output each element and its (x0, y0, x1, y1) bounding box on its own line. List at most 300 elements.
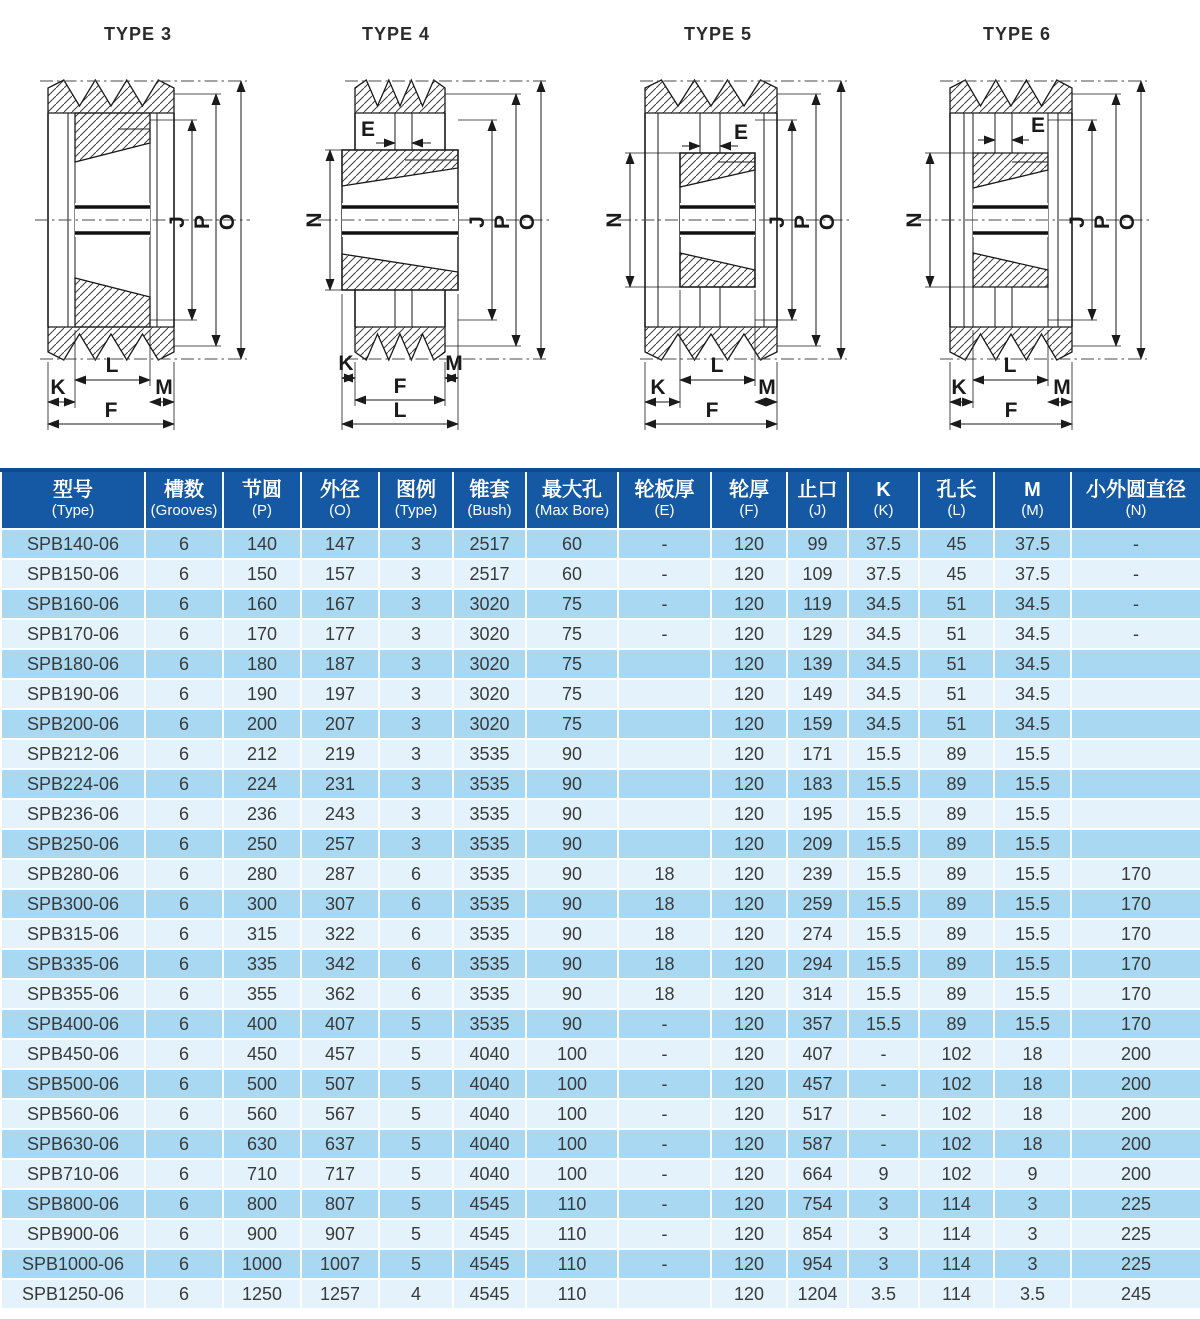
table-cell: 177 (301, 619, 379, 649)
table-cell: 102 (919, 1039, 994, 1069)
pulley-cross-section-type6 (900, 0, 1200, 462)
table-cell: 147 (301, 529, 379, 559)
table-cell: 90 (526, 859, 618, 889)
column-header (526, 470, 618, 529)
diagram-type-5 (600, 0, 900, 462)
table-cell: 6 (145, 1129, 223, 1159)
table-cell: 3 (379, 769, 453, 799)
table-row (1, 829, 1200, 859)
table-row (1, 1159, 1200, 1189)
table-cell: 2517 (453, 559, 526, 589)
table-cell: 129 (787, 619, 848, 649)
table-cell: 109 (787, 559, 848, 589)
table-cell: 75 (526, 709, 618, 739)
table-cell: 170 (1071, 979, 1200, 1009)
table-cell: 45 (919, 529, 994, 559)
table-cell: 287 (301, 859, 379, 889)
table-cell: 6 (145, 1249, 223, 1279)
table-cell: 315 (223, 919, 301, 949)
table-cell: - (618, 1159, 711, 1189)
table-cell (618, 709, 711, 739)
table-cell: 3 (379, 799, 453, 829)
table-cell: 18 (994, 1069, 1071, 1099)
table-row (1, 799, 1200, 829)
column-header (919, 470, 994, 529)
table-cell: 754 (787, 1189, 848, 1219)
dim-label-E: E (733, 121, 749, 144)
table-cell: 120 (711, 1009, 787, 1039)
column-header-en: (J) (808, 502, 827, 519)
table-cell: 89 (919, 949, 994, 979)
table-cell: 219 (301, 739, 379, 769)
table-cell: 257 (301, 829, 379, 859)
table-cell: 120 (711, 1039, 787, 1069)
table-cell: 18 (618, 859, 711, 889)
table-cell: 294 (787, 949, 848, 979)
table-cell: 224 (223, 769, 301, 799)
table-cell: 89 (919, 769, 994, 799)
column-header-en: (O) (329, 502, 351, 519)
table-row (1, 709, 1200, 739)
table-cell: 190 (223, 679, 301, 709)
table-cell: 170 (1071, 1009, 1200, 1039)
column-header-zh: 型号 (53, 479, 93, 501)
table-row (1, 1129, 1200, 1159)
table-cell: 120 (711, 919, 787, 949)
table-cell: 1007 (301, 1249, 379, 1279)
table-cell: 807 (301, 1189, 379, 1219)
table-cell: 200 (1071, 1069, 1200, 1099)
table-cell: 5 (379, 1099, 453, 1129)
dim-label-K: K (338, 352, 354, 375)
table-cell (618, 769, 711, 799)
table-cell: 15.5 (848, 829, 919, 859)
table-cell: 4040 (453, 1069, 526, 1099)
dim-label-J: J (1066, 216, 1089, 228)
table-cell: SPB710-06 (1, 1159, 145, 1189)
table-cell: 4545 (453, 1219, 526, 1249)
table-cell: 15.5 (848, 739, 919, 769)
table-cell: 120 (711, 1219, 787, 1249)
table-cell: 15.5 (994, 889, 1071, 919)
table-cell: 15.5 (848, 889, 919, 919)
table-cell: 120 (711, 949, 787, 979)
diagram-type-4 (300, 0, 600, 462)
table-cell: 90 (526, 919, 618, 949)
table-cell (618, 739, 711, 769)
table-cell: 3 (994, 1189, 1071, 1219)
table-cell: 75 (526, 649, 618, 679)
column-header (848, 470, 919, 529)
table-cell: 90 (526, 739, 618, 769)
table-cell: 89 (919, 1009, 994, 1039)
table-cell: SPB140-06 (1, 529, 145, 559)
column-header-zh: 节圆 (242, 479, 282, 501)
column-header (453, 470, 526, 529)
table-cell: 6 (145, 979, 223, 1009)
table-cell: 3535 (453, 769, 526, 799)
table-cell: 180 (223, 649, 301, 679)
table-cell: 3 (379, 589, 453, 619)
table-cell: 18 (994, 1129, 1071, 1159)
table-cell: SPB170-06 (1, 619, 145, 649)
table-cell: 18 (618, 919, 711, 949)
table-cell: SPB212-06 (1, 739, 145, 769)
table-cell: 114 (919, 1249, 994, 1279)
table-cell: SPB450-06 (1, 1039, 145, 1069)
table-cell (1071, 739, 1200, 769)
table-cell: 630 (223, 1129, 301, 1159)
table-cell: 120 (711, 559, 787, 589)
column-header (618, 470, 711, 529)
table-cell: 110 (526, 1189, 618, 1219)
diagram-title: TYPE 6 (982, 24, 1052, 44)
table-cell: 15.5 (994, 799, 1071, 829)
table-cell: SPB560-06 (1, 1099, 145, 1129)
table-cell: 3 (379, 649, 453, 679)
table-cell: 100 (526, 1069, 618, 1099)
table-cell: 3 (848, 1219, 919, 1249)
table-cell: 45 (919, 559, 994, 589)
table-cell: 6 (145, 919, 223, 949)
dim-label-K: K (50, 376, 66, 399)
table-cell: 6 (145, 1279, 223, 1309)
table-cell: 3 (994, 1249, 1071, 1279)
table-cell: 6 (145, 949, 223, 979)
table-cell: 89 (919, 889, 994, 919)
dim-label-L: L (710, 354, 724, 377)
table-cell: 120 (711, 829, 787, 859)
table-cell: 119 (787, 589, 848, 619)
table-cell: - (1071, 589, 1200, 619)
table-cell: 3020 (453, 649, 526, 679)
dim-label-M: M (445, 352, 463, 375)
table-cell: 1000 (223, 1249, 301, 1279)
table-cell: 507 (301, 1069, 379, 1099)
table-cell: 15.5 (994, 1009, 1071, 1039)
table-cell: SPB500-06 (1, 1069, 145, 1099)
table-cell: 120 (711, 1189, 787, 1219)
table-cell: 212 (223, 739, 301, 769)
table-cell: 200 (1071, 1129, 1200, 1159)
table-cell: 259 (787, 889, 848, 919)
column-header (223, 470, 301, 529)
table-cell: 120 (711, 649, 787, 679)
table-cell: 120 (711, 1159, 787, 1189)
table-cell: 3535 (453, 979, 526, 1009)
table-cell: 225 (1071, 1249, 1200, 1279)
column-header-en: (K) (873, 502, 894, 519)
table-cell: - (618, 619, 711, 649)
table-cell: 6 (145, 619, 223, 649)
table-cell: - (1071, 529, 1200, 559)
table-cell: 9 (848, 1159, 919, 1189)
table-cell: 6 (145, 679, 223, 709)
table-cell: 274 (787, 919, 848, 949)
table-cell: 120 (711, 979, 787, 1009)
dim-label-E: E (1030, 114, 1046, 137)
table-cell: 362 (301, 979, 379, 1009)
table-cell: 6 (379, 979, 453, 1009)
table-cell: 225 (1071, 1189, 1200, 1219)
table-cell: 5 (379, 1249, 453, 1279)
table-cell: 6 (145, 1099, 223, 1129)
table-cell: 15.5 (848, 979, 919, 1009)
column-header-zh: 槽数 (164, 479, 204, 501)
dim-label-F: F (705, 399, 719, 422)
table-row (1, 1039, 1200, 1069)
table-cell: 4040 (453, 1039, 526, 1069)
table-row (1, 769, 1200, 799)
table-cell: 15.5 (994, 829, 1071, 859)
table-cell (1071, 829, 1200, 859)
dim-label-M: M (1053, 376, 1071, 399)
table-row (1, 1099, 1200, 1129)
table-cell: - (618, 589, 711, 619)
dim-label-J: J (766, 216, 789, 228)
table-cell: 3 (379, 709, 453, 739)
table-cell: 120 (711, 859, 787, 889)
table-cell: 400 (223, 1009, 301, 1039)
table-cell: 15.5 (994, 859, 1071, 889)
column-header (1071, 470, 1200, 529)
table-cell: 90 (526, 949, 618, 979)
column-header (145, 470, 223, 529)
column-header-en: (Bush) (467, 502, 512, 519)
table-cell: 407 (787, 1039, 848, 1069)
table-cell: 3 (379, 679, 453, 709)
table-cell: 120 (711, 1279, 787, 1309)
table-cell: 110 (526, 1249, 618, 1279)
table-cell: SPB1000-06 (1, 1249, 145, 1279)
diagram-title: TYPE 5 (683, 24, 753, 44)
table-row (1, 979, 1200, 1009)
table-cell: 4545 (453, 1189, 526, 1219)
table-cell: 6 (145, 1069, 223, 1099)
table-cell: 120 (711, 1099, 787, 1129)
table-cell: SPB280-06 (1, 859, 145, 889)
table-cell: 314 (787, 979, 848, 1009)
table-cell: SPB160-06 (1, 589, 145, 619)
table-cell: 231 (301, 769, 379, 799)
table-cell: 300 (223, 889, 301, 919)
dim-label-F: F (393, 375, 407, 398)
dim-label-P: P (491, 214, 514, 230)
table-row (1, 1219, 1200, 1249)
table-cell: 120 (711, 589, 787, 619)
table-cell: SPB315-06 (1, 919, 145, 949)
table-cell: 18 (618, 889, 711, 919)
table-cell: 89 (919, 799, 994, 829)
table-cell: 236 (223, 799, 301, 829)
table-cell (1071, 799, 1200, 829)
column-header (379, 470, 453, 529)
table-row (1, 919, 1200, 949)
dim-label-L: L (105, 354, 119, 377)
table-cell: 34.5 (848, 679, 919, 709)
table-cell: 15.5 (848, 1009, 919, 1039)
table-cell: 102 (919, 1099, 994, 1129)
table-cell: 3535 (453, 949, 526, 979)
table-cell: - (618, 1009, 711, 1039)
table-cell: 322 (301, 919, 379, 949)
table-cell: SPB630-06 (1, 1129, 145, 1159)
dim-label-O: O (516, 213, 539, 231)
table-cell (618, 799, 711, 829)
table-cell (1071, 649, 1200, 679)
table-cell: 157 (301, 559, 379, 589)
column-header (1, 470, 145, 529)
table-cell: 90 (526, 979, 618, 1009)
table-cell: 1204 (787, 1279, 848, 1309)
table-cell (1071, 679, 1200, 709)
table-cell: 3 (848, 1189, 919, 1219)
pulley-cross-section-type5 (600, 0, 900, 462)
table-cell: 15.5 (848, 859, 919, 889)
table-cell: 3 (379, 739, 453, 769)
table-cell: 89 (919, 919, 994, 949)
table-cell: 99 (787, 529, 848, 559)
table-cell: 102 (919, 1129, 994, 1159)
table-cell: 60 (526, 529, 618, 559)
table-cell: 3 (379, 619, 453, 649)
diagram-title: TYPE 4 (361, 24, 431, 44)
table-cell: 587 (787, 1129, 848, 1159)
table-cell: 51 (919, 619, 994, 649)
table-cell: 51 (919, 589, 994, 619)
table-cell: 3535 (453, 919, 526, 949)
table-cell: 51 (919, 649, 994, 679)
table-cell: 170 (1071, 919, 1200, 949)
table-cell: 3535 (453, 829, 526, 859)
table-cell: 3535 (453, 859, 526, 889)
table-cell: 3 (379, 829, 453, 859)
table-row (1, 739, 1200, 769)
table-cell: - (848, 1129, 919, 1159)
table-cell: 1257 (301, 1279, 379, 1309)
dim-label-O: O (1116, 213, 1139, 231)
table-cell: - (1071, 619, 1200, 649)
table-cell: 34.5 (848, 619, 919, 649)
table-cell: 170 (1071, 889, 1200, 919)
table-cell: 114 (919, 1189, 994, 1219)
table-cell: 6 (145, 859, 223, 889)
table-cell: 34.5 (994, 679, 1071, 709)
table-cell: 90 (526, 1009, 618, 1039)
table-cell: 717 (301, 1159, 379, 1189)
table-cell: - (618, 1189, 711, 1219)
table-cell: 183 (787, 769, 848, 799)
table-cell: SPB300-06 (1, 889, 145, 919)
table-cell: 89 (919, 859, 994, 889)
table-cell: 120 (711, 1249, 787, 1279)
table-cell: 120 (711, 769, 787, 799)
table-cell: 90 (526, 889, 618, 919)
dim-label-K: K (650, 376, 666, 399)
table-cell: 120 (711, 1129, 787, 1159)
table-cell: - (618, 529, 711, 559)
table-cell: 170 (1071, 859, 1200, 889)
table-cell: 5 (379, 1009, 453, 1039)
table-cell: 89 (919, 829, 994, 859)
table-cell: 90 (526, 769, 618, 799)
table-cell: SPB190-06 (1, 679, 145, 709)
table-cell: 907 (301, 1219, 379, 1249)
column-header-en: (Type) (394, 502, 438, 519)
table-cell: 18 (994, 1039, 1071, 1069)
table-cell: 120 (711, 889, 787, 919)
table-cell: 6 (145, 1009, 223, 1039)
table-cell: 450 (223, 1039, 301, 1069)
table-cell: 5 (379, 1069, 453, 1099)
table-cell: 209 (787, 829, 848, 859)
table-cell: 854 (787, 1219, 848, 1249)
table-cell: 342 (301, 949, 379, 979)
table-cell: 4 (379, 1279, 453, 1309)
table-cell: 171 (787, 739, 848, 769)
table-cell: 4040 (453, 1159, 526, 1189)
table-cell: 60 (526, 559, 618, 589)
table-cell: 4545 (453, 1279, 526, 1309)
table-cell (1071, 709, 1200, 739)
table-cell: 3.5 (848, 1279, 919, 1309)
column-header-en: (L) (947, 502, 966, 519)
table-cell: 102 (919, 1069, 994, 1099)
table-cell: 6 (145, 799, 223, 829)
table-row (1, 889, 1200, 919)
column-header-zh: 止口 (797, 479, 838, 501)
table-row (1, 619, 1200, 649)
table-cell: 3.5 (994, 1279, 1071, 1309)
table-cell: - (848, 1099, 919, 1129)
table-cell (618, 1279, 711, 1309)
dim-label-M: M (758, 376, 776, 399)
table-cell: 567 (301, 1099, 379, 1129)
table-cell: 51 (919, 709, 994, 739)
table-cell: 3535 (453, 889, 526, 919)
table-cell: 18 (618, 979, 711, 1009)
table-cell: 9 (994, 1159, 1071, 1189)
column-header-zh: 锥套 (469, 479, 510, 501)
table-cell: 6 (145, 559, 223, 589)
table-cell: - (618, 1129, 711, 1159)
table-cell: 34.5 (994, 619, 1071, 649)
table-cell: 34.5 (848, 589, 919, 619)
column-header-en: (M) (1021, 502, 1044, 519)
table-row (1, 1279, 1200, 1309)
table-cell: SPB200-06 (1, 709, 145, 739)
dim-label-K: K (951, 376, 967, 399)
table-cell: 75 (526, 589, 618, 619)
table-cell: 170 (223, 619, 301, 649)
column-header-zh: 轮厚 (729, 479, 769, 501)
pulley-cross-section-type4 (300, 0, 600, 462)
table-cell: 5 (379, 1219, 453, 1249)
table-cell: 3020 (453, 619, 526, 649)
table-cell: 139 (787, 649, 848, 679)
table-cell: 120 (711, 619, 787, 649)
dim-label-J: J (166, 216, 189, 228)
table-cell: - (848, 1039, 919, 1069)
table-cell: 6 (379, 949, 453, 979)
table-cell: 407 (301, 1009, 379, 1039)
table-cell: 280 (223, 859, 301, 889)
table-cell: 34.5 (848, 649, 919, 679)
table-cell: 200 (1071, 1039, 1200, 1069)
header-row (1, 470, 1200, 529)
table-cell: SPB900-06 (1, 1219, 145, 1249)
table-cell: 6 (145, 589, 223, 619)
